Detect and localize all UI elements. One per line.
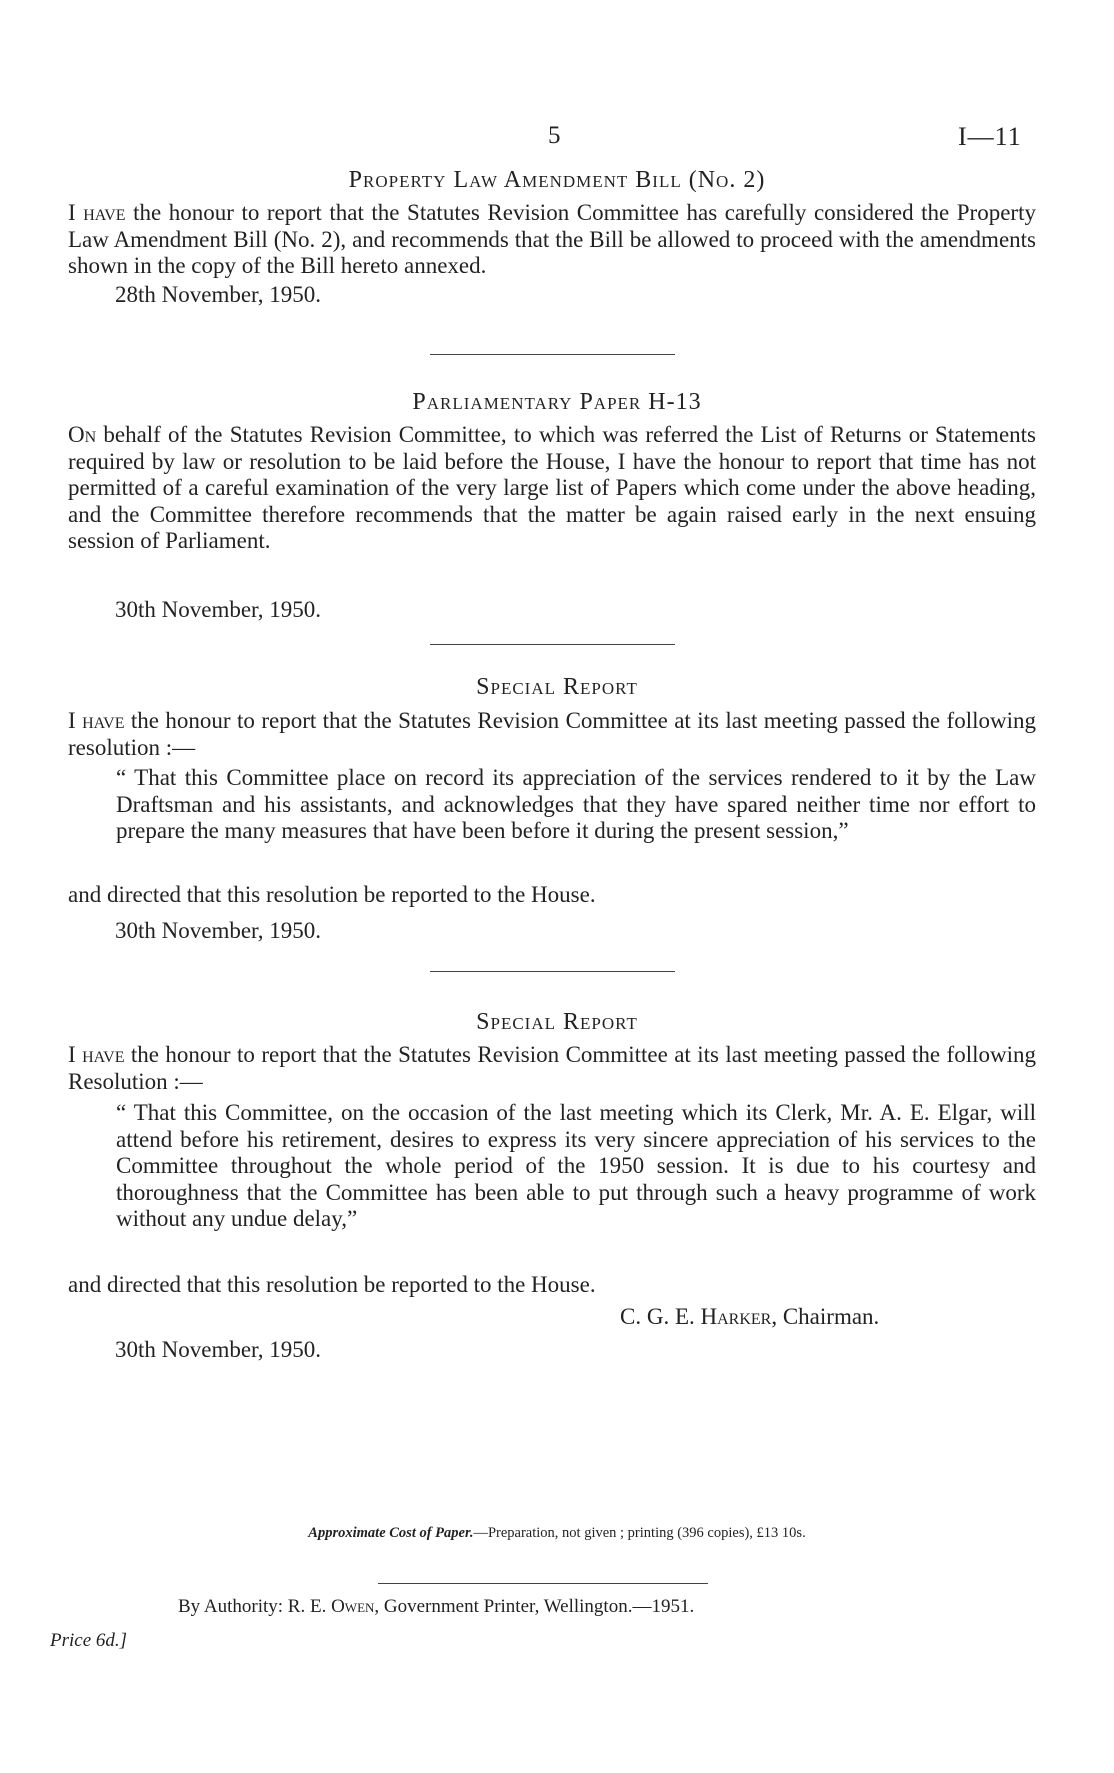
body-text: the honour to report that the Statutes Revision Committee has carefully considered the Property Law Amendment Bill (No. 2), and recommends that the Bill be allowed to proceed with the amendments shown in the copy of the Bill hereto annexed.: [68, 200, 1036, 279]
section-body-property-law: [68, 200, 1036, 280]
body-text: the honour to report that the Statutes Revision Committee at its last meeting passed the following Resolution :—: [68, 1042, 1036, 1094]
authority-printer: Owen: [331, 1596, 375, 1617]
body-text: the honour to report that the Statutes Revision Committee at its last meeting passed the following resolution :—: [68, 708, 1036, 760]
opening-word: I have: [68, 708, 125, 733]
section-divider: [430, 644, 675, 645]
section-date-special-report-2: 30th November, 1950.: [115, 1337, 322, 1362]
section-heading-special-report-1: Special Report: [476, 674, 638, 700]
chairman-signature: [620, 1304, 879, 1330]
section-date-property-law: 28th November, 1950.: [115, 282, 322, 307]
cost-label: Approximate Cost of Paper.: [308, 1525, 474, 1541]
page-number: 5: [548, 122, 561, 149]
section-divider: [430, 354, 675, 355]
closing-line-1: and directed that this resolution be reported to the House.: [68, 882, 596, 907]
authority-line: [178, 1596, 694, 1618]
section-date-parliamentary-paper: 30th November, 1950.: [115, 597, 322, 622]
opening-word: I have: [68, 1042, 125, 1067]
signature-role: , Chairman.: [771, 1304, 880, 1329]
closing-line-2: and directed that this resolution be reported to the House.: [68, 1272, 596, 1297]
authority-prefix: By Authority: R. E.: [178, 1596, 332, 1617]
section-heading-special-report-2: Special Report: [476, 1009, 638, 1035]
section-body-parliamentary-paper: [68, 422, 1036, 555]
opening-word: I have: [68, 200, 126, 225]
cost-text: —Preparation, not given ; printing (396 copies), £13 10s.: [473, 1525, 806, 1541]
footer-divider: [378, 1583, 708, 1584]
price-label: Price 6d.]: [50, 1630, 128, 1651]
section-date-special-report-1: 30th November, 1950.: [115, 918, 322, 943]
cost-of-paper: [0, 1525, 1114, 1542]
resolution-quote-2: “ That this Committee, on the occasion of the last meeting which its Clerk, Mr. A. E. Elgar, will attend before his retirement, desires to express its very sincere appreciation of his services to the Committee throughout the whole period of the 1950 session. It is due to his courtesy and thoroughness that the Committee has been able to put through such a heavy programme of work without any undue delay,”: [116, 1100, 1036, 1232]
body-text: behalf of the Statutes Revision Committee, to which was referred the List of Returns or Statements required by law or resolution to be laid before the House, I have the honour to report that time has not permitted of a careful examination of the very large list of Papers which come under the above heading, and the Committee therefore recommends that the matter be again raised early in the next ensuing session of Parliament.: [68, 422, 1036, 554]
signature-initials: C. G. E.: [620, 1304, 701, 1329]
section-body-special-report-2: [68, 1042, 1036, 1095]
section-heading-property-law: Property Law Amendment Bill (No. 2): [348, 167, 766, 193]
section-divider: [430, 971, 675, 972]
section-heading-parliamentary-paper: Parliamentary Paper H-13: [412, 389, 702, 415]
authority-suffix: , Government Printer, Wellington.—1951.: [374, 1596, 695, 1617]
document-code: I—11: [958, 122, 1022, 151]
signature-name: Harker: [700, 1304, 772, 1329]
section-body-special-report-1: [68, 708, 1036, 761]
opening-word: On: [68, 422, 97, 447]
resolution-quote-1: “ That this Committee place on record its appreciation of the services rendered to it by the Law Draftsman and his assistants, and acknowledges that they have spared neither time nor effort to prepare the many measures that have been before it during the present session,”: [116, 765, 1036, 844]
